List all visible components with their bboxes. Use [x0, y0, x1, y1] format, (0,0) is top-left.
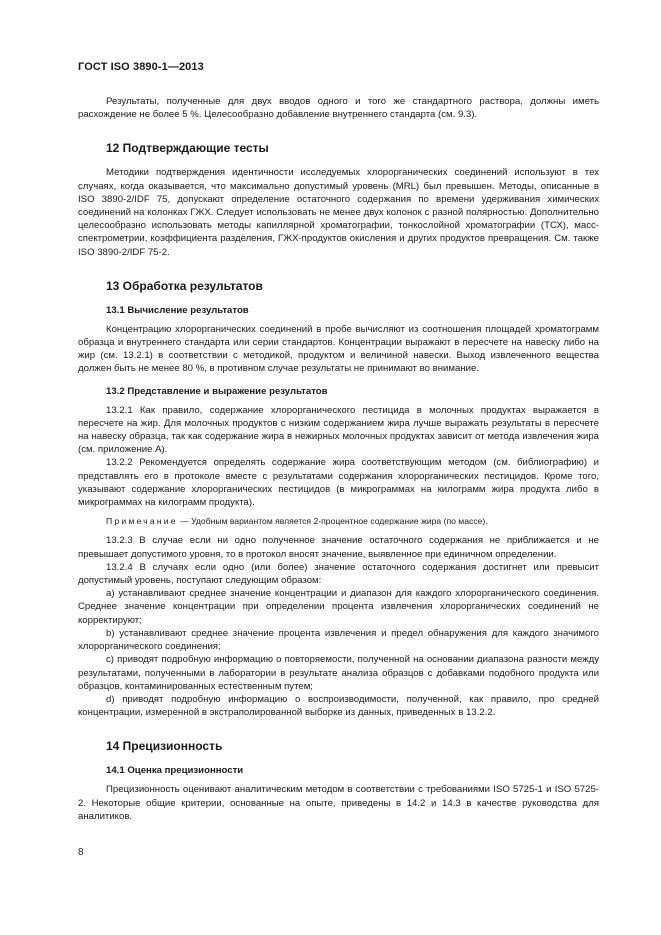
list-item-a: a) устанавливают среднее значение концентрации и диапазон для каждого хлорорганического соединения. Среднее значение концентрации при определении процента извлечения хлорорганических соединений не корректируют;	[78, 588, 599, 626]
list-item-c: c) приводят подробную информацию о повторяемости, полученной на основании диапазона разности между результатами, полученными в лаборатории в результате анализа образцов с добавками подобного продукта или образцов, контаминированных естественным путем;	[78, 654, 599, 692]
subsection-13-1-heading: 13.1 Вычисление результатов	[106, 304, 249, 316]
subsection-14-1-paragraph: Прецизионность оценивают аналитическим методом в соответствии с требованиями ISO 5725-1 и ISO 5725-2. Некоторые общие критерии, основанные на опыте, приведены в 14.2 и 14.3 в качестве руководства для аналитиков.	[78, 784, 599, 822]
section-13-heading: 13 Обработка результатов	[106, 278, 263, 293]
clause-13-2-3: 13.2.3 В случае если ни одно полученное значение остаточного содержания не приближается и не превышает допустимого уровня, то в протокол вносят значение, выявленное при единичном определении.	[78, 535, 599, 560]
clause-13-2-1: 13.2.1 Как правило, содержание хлорорганического пестицида в молочных продуктах выражается в пересчете на жир. Для молочных продуктов с низким содержанием жира лучше выражать результаты в пересчете на навеску образца, так как содержание жира в нежирных молочных продуктах зависит от метода извлечения жира (см. приложение А).	[78, 404, 599, 456]
section-12-paragraph: Методики подтверждения идентичности исследуемых хлорорганических соединений используют в тех случаях, когда оказывается, что максимально допустимый уровень (MRL) был превышен. Методы, описанные в ISO 3890-2/IDF 75, допускают определение остаточного содержания по времени удерживания химических соединений на колонках ГЖХ. Следует использовать не менее двух колонок с разной полярностью. Дополнительно целесообразно использовать методы капиллярной хроматографии, тонкослойной хроматографии (ТСХ), масс-спектрометрии, коэффициента разделения, ГЖХ-продуктов окисления и других продуктов превращения. См. также ISO 3890-2/IDF 75-2.	[78, 167, 599, 258]
note-text: — Удобным вариантом является 2-процентное содержание жира (по массе).	[177, 516, 488, 527]
section-14-heading: 14 Прецизионность	[106, 739, 223, 754]
section-12-heading: 12 Подтверждающие тесты	[106, 141, 269, 156]
clause-13-2-4: 13.2.4 В случаях если одно (или более) значение остаточного содержания достигнет или превысит допустимый уровень, поступают следующим образом:	[78, 561, 599, 587]
page-number: 8	[78, 847, 84, 858]
document-header: ГОСТ ISO 3890-1—2013	[78, 61, 204, 73]
subsection-14-1-heading: 14.1 Оценка прецизионности	[106, 765, 244, 777]
list-item-d: d) приводят подробную информацию о воспроизводимости, полученной, как правило, про средней концентрации, измеренной в экстраполированной выборке из данных, приведенных в 13.2.2.	[78, 693, 599, 719]
document-body	[78, 95, 599, 823]
intro-paragraph: Результаты, полученные для двух вводов одного и того же стандартного раствора, должны иметь расхождение не более 5 %. Целесообразно добавление внутреннего стандарта (см. 9.3).	[78, 96, 599, 121]
subsection-13-1-paragraph: Концентрацию хлорорганических соединений в пробе вычисляют из соотношения площадей хроматограмм образца и внутреннего стандарта или серии стандартов. Концентрации выражают в пересчете на навеску либо на жир (см. 13.2.1) в соответствии с методикой, продуктом и величиной навески. Выход извлеченного вещества должен быть не менее 80 %, в противном случае результаты не принимают во внимание.	[78, 323, 599, 375]
note-label: Примечание	[106, 516, 178, 527]
note	[78, 515, 599, 528]
list-item-b: b) устанавливают среднее значение процента извлечения и предел обнаружения для каждого значимого хлорорганического соединения;	[78, 627, 599, 653]
subsection-13-2-heading: 13.2 Представление и выражение результатов	[106, 385, 328, 397]
clause-13-2-2: 13.2.2 Рекомендуется определять содержание жира соответствующим методом (см. библиографию) и представлять его в протоколе вместе с результатами содержания хлорорганических пестицидов. Кроме того, указывают содержание хлорорганических пестицидов (в микрограммах на килограмм жира продукта либо в микрограммах на килограмм продукта).	[78, 457, 599, 509]
